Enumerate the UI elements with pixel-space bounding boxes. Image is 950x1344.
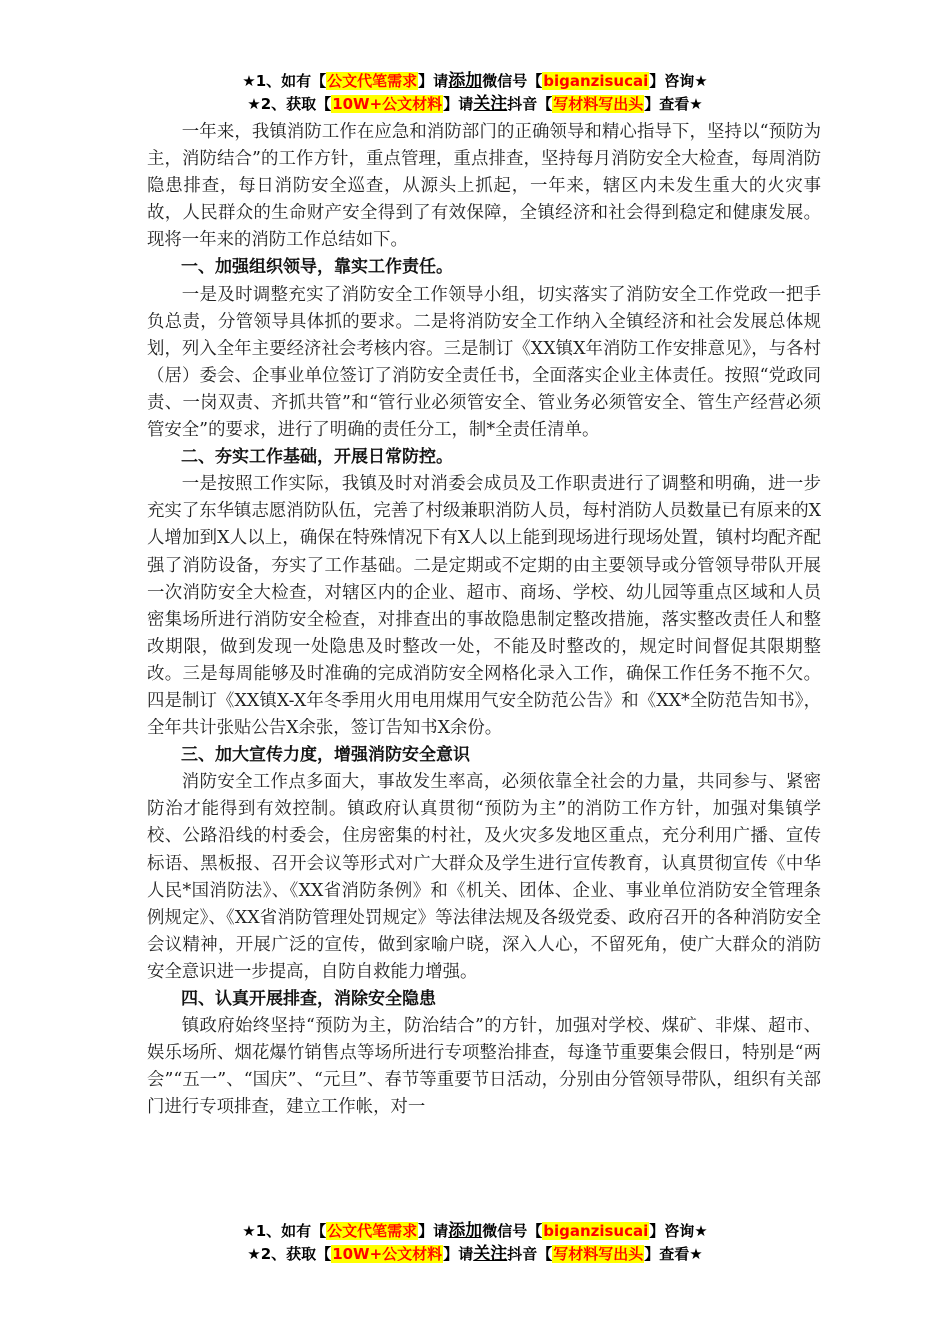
section-heading-1: 一、加强组织领导，靠实工作责任。 bbox=[181, 257, 453, 278]
banner-text: 】请 bbox=[418, 72, 449, 90]
banner-text: 微信号【 bbox=[482, 72, 543, 90]
highlight-text: 写材料写出头 bbox=[553, 95, 644, 113]
promo-banner-bottom-line1 bbox=[0, 1220, 950, 1242]
intro-paragraph: 一年来，我镇消防工作在应急和消防部门的正确领导和精心指导下，坚持以“预防为主，消防结合”的工作方针，重点管理，重点排查，坚持每月消防安全大检查，每周消防隐患排查，每日消防安全巡查，从源头上抓起，一年来，辖区内未发生重大的火灾事故，人民群众的生命财产安全得到了有效保障，全镇经济和社会得到稳定和健康发展。现将一年来的消防工作总结如下。 bbox=[147, 122, 821, 251]
document-body bbox=[147, 119, 821, 1121]
highlight-text: 10W+公文材料 bbox=[332, 95, 443, 113]
section-heading-2: 二、夯实工作基础，开展日常防控。 bbox=[181, 447, 453, 468]
banner-text: ★1、如有【 bbox=[242, 72, 327, 90]
banner-text: 】请 bbox=[443, 1245, 474, 1263]
highlight-text: 10W+公文材料 bbox=[332, 1245, 443, 1263]
promo-banner-top-line2 bbox=[0, 93, 950, 115]
promo-banner-bottom-line2 bbox=[0, 1243, 950, 1265]
banner-text: 】查看★ bbox=[644, 95, 703, 113]
banner-text: 抖音【 bbox=[507, 95, 553, 113]
banner-text: 微信号【 bbox=[482, 1222, 543, 1240]
banner-text: 】咨询★ bbox=[649, 72, 708, 90]
section-heading-3: 三、加大宣传力度，增强消防安全意识 bbox=[181, 745, 470, 766]
underlined-text: 关注 bbox=[473, 94, 508, 114]
banner-text: 】查看★ bbox=[644, 1245, 703, 1263]
banner-text: 】请 bbox=[418, 1222, 449, 1240]
section-heading-4: 四、认真开展排查，消除安全隐患 bbox=[181, 989, 436, 1009]
banner-text: 抖音【 bbox=[507, 1245, 553, 1263]
highlight-text: biganzisucai bbox=[543, 72, 649, 90]
underlined-text: 关注 bbox=[473, 1244, 508, 1264]
highlight-text: biganzisucai bbox=[543, 1222, 649, 1240]
banner-text: 】咨询★ bbox=[649, 1222, 708, 1240]
banner-text: ★2、获取【 bbox=[247, 1245, 332, 1263]
section-paragraph-1: 一是及时调整充实了消防安全工作领导小组，切实落实了消防安全工作党政一把手负总责，分管领导具体抓的要求。二是将消防安全工作纳入全镇经济和社会发展总体规划，列入全年主要经济社会考核内容。三是制订《XX镇X年消防工作安排意见》，与各村（居）委会、企事业单位签订了消防安全责任书，全面落实企业主体责任。按照“党政同责、一岗双责、齐抓共管”和“管行业必须管安全、管业务必须管安全、管生产经营必须管安全”的要求，进行了明确的责任分工，制*全责任清单。 bbox=[147, 284, 821, 441]
underlined-text: 添加 bbox=[448, 1221, 483, 1241]
banner-text: ★2、获取【 bbox=[247, 95, 332, 113]
banner-text: 】请 bbox=[443, 95, 474, 113]
underlined-text: 添加 bbox=[448, 71, 483, 91]
highlight-text: 公文代笔需求 bbox=[327, 72, 418, 90]
banner-text: ★1、如有【 bbox=[242, 1222, 327, 1240]
highlight-text: 写材料写出头 bbox=[553, 1245, 644, 1263]
promo-banner-top-line1 bbox=[0, 70, 950, 92]
highlight-text: 公文代笔需求 bbox=[327, 1222, 418, 1240]
section-paragraph-2: 一是按照工作实际，我镇及时对消委会成员及工作职责进行了调整和明确，进一步充实了东华镇志愿消防队伍，完善了村级兼职消防人员，每村消防人员数量已有原来的X人增加到X人以上，确保在特殊情况下有X人以上能到现场进行现场处置，镇村均配齐配强了消防设备，夯实了工作基础。二是定期或不定期的由主要领导或分管领导带队开展一次消防安全大检查，对辖区内的企业、超市、商场、学校、幼儿园等重点区域和人员密集场所进行消防安全检查，对排查出的事故隐患制定整改措施，落实整改责任人和整改期限，做到发现一处隐患及时整改一处，不能及时整改的，规定时间督促其限期整改。三是每周能够及时准确的完成消防安全网格化录入工作，确保工作任务不拖不欠。四是制订《XX镇X-X年冬季用火用电用煤用气安全防范公告》和《XX*全防范告知书》，全年共计张贴公告X余张，签订告知书X余份。 bbox=[147, 474, 821, 739]
section-paragraph-4: 镇政府始终坚持“预防为主，防治结合”的方针，加强对学校、煤矿、非煤、超市、娱乐场所、烟花爆竹销售点等场所进行专项整治排查，每逢节重要集会假日，特别是“两会”“五一”、“国庆”、“元旦”、春节等重要节日活动，分别由分管领导带队，组织有关部门进行专项排查，建立工作帐，对一 bbox=[147, 1016, 821, 1118]
section-paragraph-3: 消防安全工作点多面大，事故发生率高，必须依靠全社会的力量，共同参与、紧密防治才能得到有效控制。镇政府认真贯彻“预防为主”的消防工作方针，加强对集镇学校、公路沿线的村委会，住房密集的村社，及火灾多发地区重点，充分利用广播、宣传标语、黑板报、召开会议等形式对广大群众及学生进行宣传教育，认真贯彻宣传《中华人民*国消防法》、《XX省消防条例》和《机关、团体、企业、事业单位消防安全管理条例规定》、《XX省消防管理处罚规定》等法律法规及各级党委、政府召开的各种消防安全会议精神，开展广泛的宣传，做到家喻户晓，深入人心，不留死角，使广大群众的消防安全意识进一步提高，自防自救能力增强。 bbox=[147, 772, 821, 982]
